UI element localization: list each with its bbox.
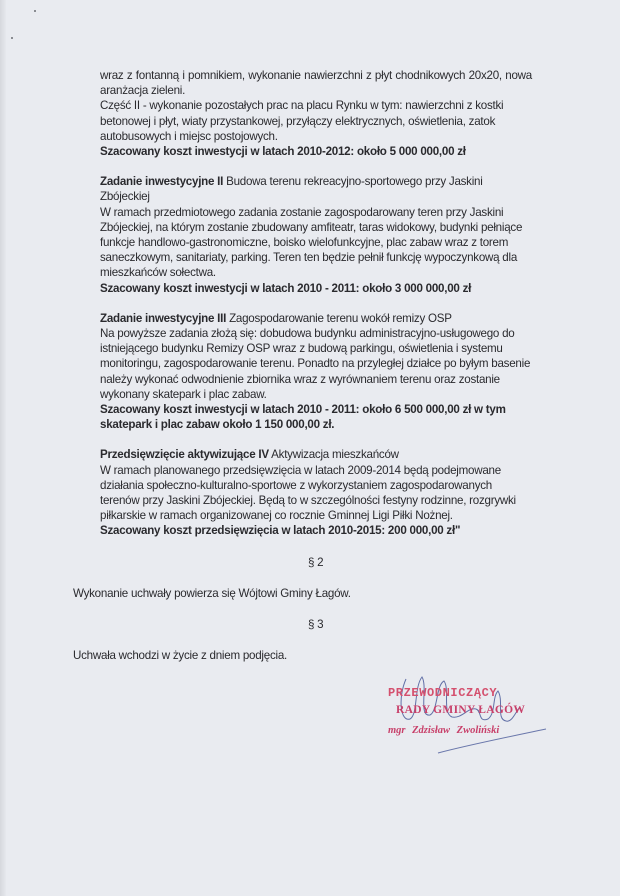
chairman-stamp	[378, 675, 568, 738]
section-3-mark: § 3	[308, 617, 324, 631]
task-4-body: W ramach planowanego przedsięwzięcia w latach 2009-2014 będą podejmowane działania społeczno-kulturalno-sportowe z wykorzystaniem zagospodarowanych terenów przy Jaskini Zbójeckiej. Będą to w szczególności festyny rodzinne, rozgrywki piłkarskie w ramach organizowanej co rocznie Gminnej Ligi Piłki Nożnej.	[100, 463, 516, 523]
document-body	[0, 68, 620, 738]
task-4-cost: Szacowany koszt przedsięwzięcia w latach 2010-2015: 200 000,00 zł"	[100, 524, 461, 538]
stamp-title: PRZEWODNICZĄCY	[388, 685, 498, 700]
intro-cost: Szacowany koszt inwestycji w latach 2010-2012: około 5 000 000,00 zł	[100, 145, 466, 159]
scan-speck	[11, 37, 13, 39]
task-3-cost: Szacowany koszt inwestycji w latach 2010 - 2011: około 6 500 000,00 zł w tym skatepark i plac zabaw około 1 150 000,00 zł.	[100, 403, 506, 432]
task-3-body: Na powyższe zadania złożą się: dobudowa budynku administracyjno-usługowego do istniejącego budynku Remizy OSP wraz z budową parkingu, oświetlenia i systemu monitoringu, zagospodarowanie terenu. Ponadto na przyległej działce po byłym basenie należy wykonać odwodnienie zbiornika wraz z wyrównaniem terenu oraz zostanie wykonany skatepark i plac zabaw.	[100, 327, 531, 401]
task-2-cost: Szacowany koszt inwestycji w latach 2010 - 2011: około 3 000 000,00 zł	[100, 281, 472, 295]
stamp-name: mgr Zdzisław Zwoliński	[388, 724, 500, 736]
task-2-body: W ramach przedmiotowego zadania zostanie zagospodarowany teren przy Jaskini Zbójeckiej, na którym zostanie zbudowany amfiteatr, taras widokowy, budynki pełniące funkcje handlowo-gastronomiczne, boisko wielofunkcyjne, plac zabaw wraz z torem saneczkowym, sanitariaty, parking. Teren ten będzie pełnił funkcję wypoczynkową dla mieszkańców sołectwa.	[100, 205, 523, 280]
task-3-block	[100, 311, 532, 433]
section-2-mark: § 2	[308, 555, 324, 569]
task-3-title: Zagospodarowanie terenu wokół remizy OSP	[229, 311, 452, 325]
task-2-title: Budowa terenu rekreacyjno-sportowego przy Jaskini Zbójeckiej	[100, 175, 483, 204]
section-3-text: Uchwała wchodzi w życie z dniem podjęcia.	[73, 648, 287, 662]
scan-speck	[34, 10, 36, 12]
task-4-title: Aktywizacja mieszkańców	[271, 448, 399, 462]
task-4-label: Przedsięwzięcie aktywizujące IV	[100, 448, 269, 462]
section-2-text: Wykonanie uchwały powierza się Wójtowi Gminy Łagów.	[73, 586, 351, 600]
task-4-block	[100, 447, 532, 538]
task-2-block	[100, 174, 532, 296]
intro-line-1: wraz z fontanną i pomnikiem, wykonanie nawierzchni z płyt chodnikowych 20x20, nowa aranżacja zieleni.	[100, 69, 532, 98]
task-2-label: Zadanie inwestycyjne II	[100, 175, 224, 189]
intro-line-2: Część II - wykonanie pozostałych prac na placu Rynku w tym: nawierzchni z kostki betonowej i płyt, wiaty przystankowej, przyłączy elektrycznych, oświetlenia, zatok autobusowych i miejsc postojowych.	[100, 99, 504, 143]
stamp-council: RADY GMINY ŁAGÓW	[396, 703, 526, 716]
task-3-label: Zadanie inwestycyjne III	[100, 311, 227, 325]
intro-block	[100, 68, 532, 159]
